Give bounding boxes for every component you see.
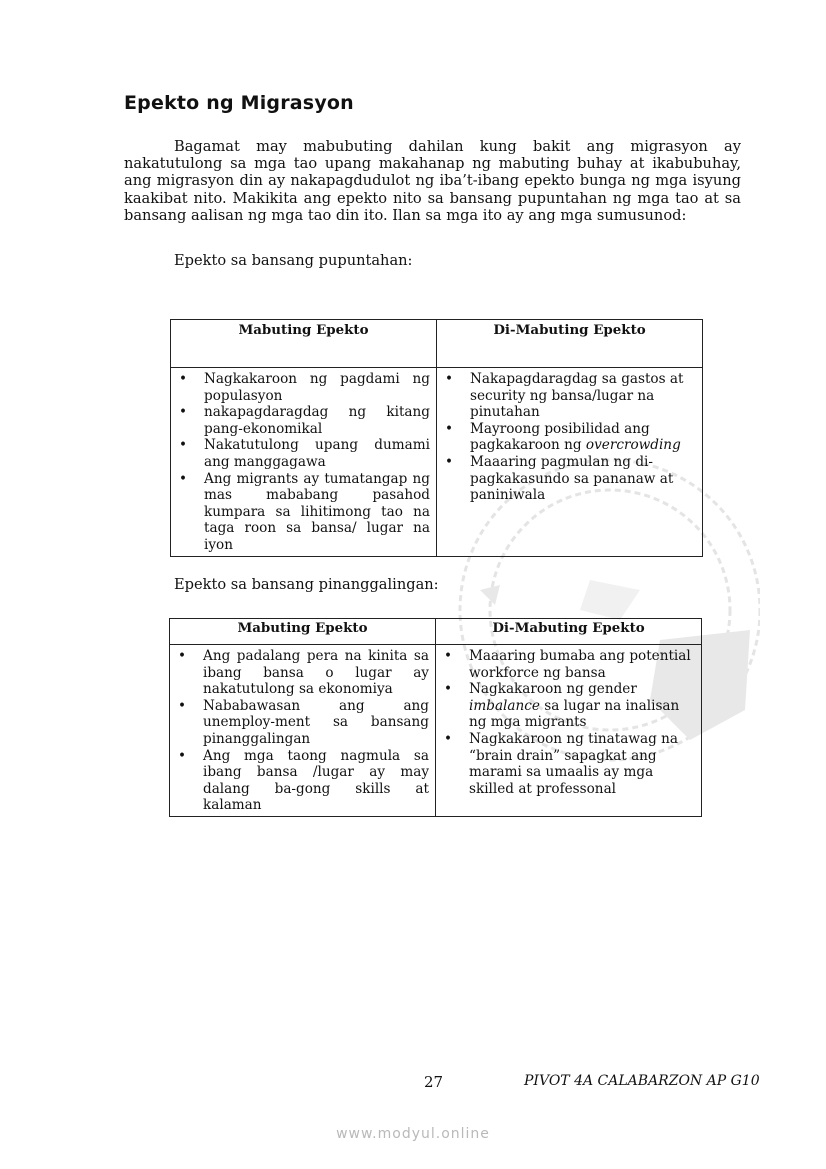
page-number: 27 xyxy=(424,1073,444,1091)
site-watermark-text: www.modyul.online xyxy=(336,1126,490,1142)
destination-bad-header: Di-Mabuting Epekto xyxy=(437,320,703,368)
destination-good-header: Mabuting Epekto xyxy=(171,320,437,368)
destination-good-cell xyxy=(171,368,437,557)
section-title: Epekto ng Migrasyon xyxy=(124,92,354,114)
origin-bad-header: Di-Mabuting Epekto xyxy=(436,619,702,645)
origin-effects-table xyxy=(169,618,702,817)
list-item: • Nagkakaroon ng pagdami ng populasyon xyxy=(177,371,430,404)
list-item: • Nagkakaroon ng tinatawag na “brain drain” sapagkat ang marami sa umaalis ay mga skilled at professonal xyxy=(442,731,695,797)
origin-heading: Epekto sa bansang pinanggalingan: xyxy=(174,576,439,593)
list-item: • Ang mga taong nagmula sa ibang bansa /lugar ay may dalang ba-gong skills at kalaman xyxy=(176,748,429,814)
footer-reference: PIVOT 4A CALABARZON AP G10 xyxy=(524,1073,760,1089)
intro-paragraph: Bagamat may mabubuting dahilan kung bakit ang migrasyon ay nakatutulong sa mga tao upang makahanap ng mabuting buhay at ikabubuhay, ang migrasyon din ay nakapagdudulot ng iba’t-ibang epekto bunga ng mga isyung kaakibat nito. Makikita ang epekto nito sa bansang pupuntahan ng mga tao at sa bansang aalisan ng mga tao din ito. Ilan sa mga ito ay ang mga sumusunod: xyxy=(124,138,741,224)
origin-good-cell xyxy=(170,645,436,817)
list-item: • Nakapagdaragdag sa gastos at security ng bansa/lugar na pinutahan xyxy=(443,371,696,421)
list-item: • Nababawasan ang ang unemploy-ment sa bansang pinanggalingan xyxy=(176,698,429,748)
destination-bad-cell xyxy=(437,368,703,557)
list-item: • Maaaring pagmulan ng di-pagkakasundo sa pananaw at paniniwala xyxy=(443,454,696,504)
origin-bad-cell xyxy=(436,645,702,817)
list-item: • Mayroong posibilidad ang pagkakaroon ng overcrowding xyxy=(443,421,696,454)
destination-effects-table xyxy=(170,319,703,557)
list-item: • Maaaring bumaba ang potential workforce ng bansa xyxy=(442,648,695,681)
list-item: • Nakatutulong upang dumami ang manggagawa xyxy=(177,437,430,470)
list-item: • Ang migrants ay tumatangap ng mas mababang pasahod kumpara sa lihitimong tao na taga roon sa bansa/ lugar na iyon xyxy=(177,471,430,554)
list-item: • Ang padalang pera na kinita sa ibang bansa o lugar ay nakatutulong sa ekonomiya xyxy=(176,648,429,698)
destination-heading: Epekto sa bansang pupuntahan: xyxy=(174,252,413,269)
list-item: • Nagkakaroon ng gender imbalance sa lugar na inalisan ng mga migrants xyxy=(442,681,695,731)
origin-good-header: Mabuting Epekto xyxy=(170,619,436,645)
list-item: • nakapagdaragdag ng kitang pang-ekonomikal xyxy=(177,404,430,437)
